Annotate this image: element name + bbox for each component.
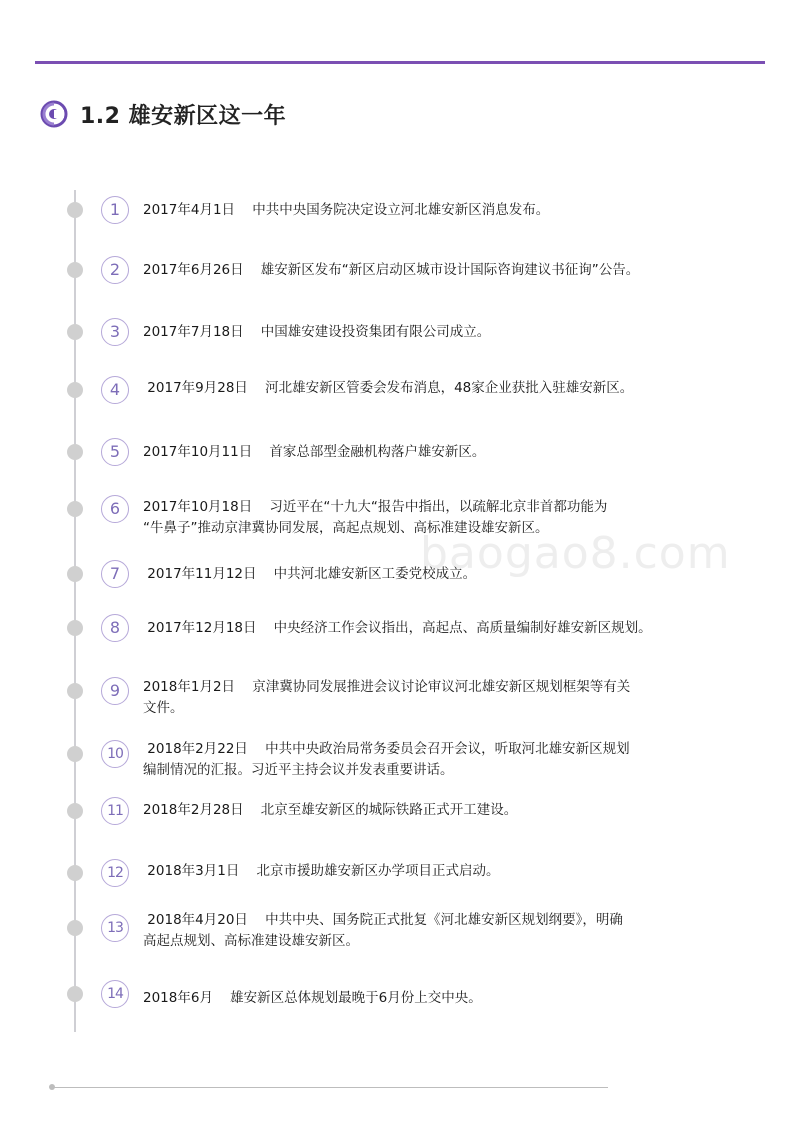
timeline-number: 10 (101, 740, 129, 768)
timeline-dot (67, 382, 83, 398)
timeline-text: 2017年11月12日 中共河北雄安新区工委党校成立。 (143, 566, 477, 582)
timeline-text: 2018年3月1日 北京市援助雄安新区办学项目正式启动。 (143, 863, 500, 879)
timeline-text: 2018年2月28日 北京至雄安新区的城际铁路正式开工建设。 (143, 802, 518, 818)
timeline-dot (67, 746, 83, 762)
timeline-number: 14 (101, 980, 129, 1008)
section-heading (40, 96, 286, 132)
timeline-number: 8 (101, 614, 129, 642)
timeline-dot (67, 262, 83, 278)
timeline-number: 11 (101, 797, 129, 825)
timeline-text: 2017年4月1日 中共中央国务院决定设立河北雄安新区消息发布。 (143, 202, 550, 218)
section-logo-icon (40, 100, 68, 128)
timeline-text: 2017年10月11日 首家总部型金融机构落户雄安新区。 (143, 444, 486, 460)
watermark: baogao8.com (420, 528, 731, 579)
timeline-number: 13 (101, 914, 129, 942)
timeline-number: 12 (101, 859, 129, 887)
bottom-divider (52, 1087, 608, 1088)
timeline-text: 2018年6月 雄安新区总体规划最晚于6月份上交中央。 (143, 990, 482, 1006)
timeline-number: 1 (101, 196, 129, 224)
timeline-dot (67, 803, 83, 819)
timeline-text: 2018年1月2日 京津冀协同发展推进会议讨论审议河北雄安新区规划框架等有关 文件。 (143, 679, 631, 716)
timeline-dot (67, 444, 83, 460)
timeline-number: 5 (101, 438, 129, 466)
timeline-number: 7 (101, 560, 129, 588)
timeline-text: 2018年2月22日 中共中央政治局常务委员会召开会议，听取河北雄安新区规划 编制情况的汇报。习近平主持会议并发表重要讲话。 (143, 741, 630, 778)
timeline-text: 2017年10月18日 习近平在“十九大“报告中指出，以疏解北京非首都功能为 “牛鼻子”推动京津冀协同发展，高起点规划、高标准建设雄安新区。 (143, 499, 608, 536)
timeline-dot (67, 324, 83, 340)
timeline-dot (67, 986, 83, 1002)
timeline-dot (67, 620, 83, 636)
timeline-line (74, 190, 76, 1032)
timeline-dot (67, 501, 83, 517)
timeline-dot (67, 865, 83, 881)
timeline-text: 2017年9月28日 河北雄安新区管委会发布消息，48家企业获批入驻雄安新区。 (143, 380, 634, 396)
timeline-dot (67, 566, 83, 582)
timeline-dot (67, 920, 83, 936)
timeline-dot (67, 202, 83, 218)
timeline-text: 2017年7月18日 中国雄安建设投资集团有限公司成立。 (143, 324, 491, 340)
timeline-text: 2018年4月20日 中共中央、国务院正式批复《河北雄安新区规划纲要》，明确 高起点规划、高标准建设雄安新区。 (143, 912, 623, 949)
page-title: 1.2 雄安新区这一年 (80, 103, 287, 129)
timeline-number: 6 (101, 495, 129, 523)
timeline-number: 3 (101, 318, 129, 346)
top-divider (35, 61, 765, 64)
timeline-dot (67, 683, 83, 699)
timeline-text: 2017年12月18日 中央经济工作会议指出，高起点、高质量编制好雄安新区规划。 (143, 620, 652, 636)
timeline-number: 9 (101, 677, 129, 705)
bottom-divider-dot (49, 1084, 55, 1090)
timeline-number: 4 (101, 376, 129, 404)
timeline-number: 2 (101, 256, 129, 284)
timeline-text: 2017年6月26日 雄安新区发布“新区启动区城市设计国际咨询建议书征询”公告。 (143, 262, 640, 278)
